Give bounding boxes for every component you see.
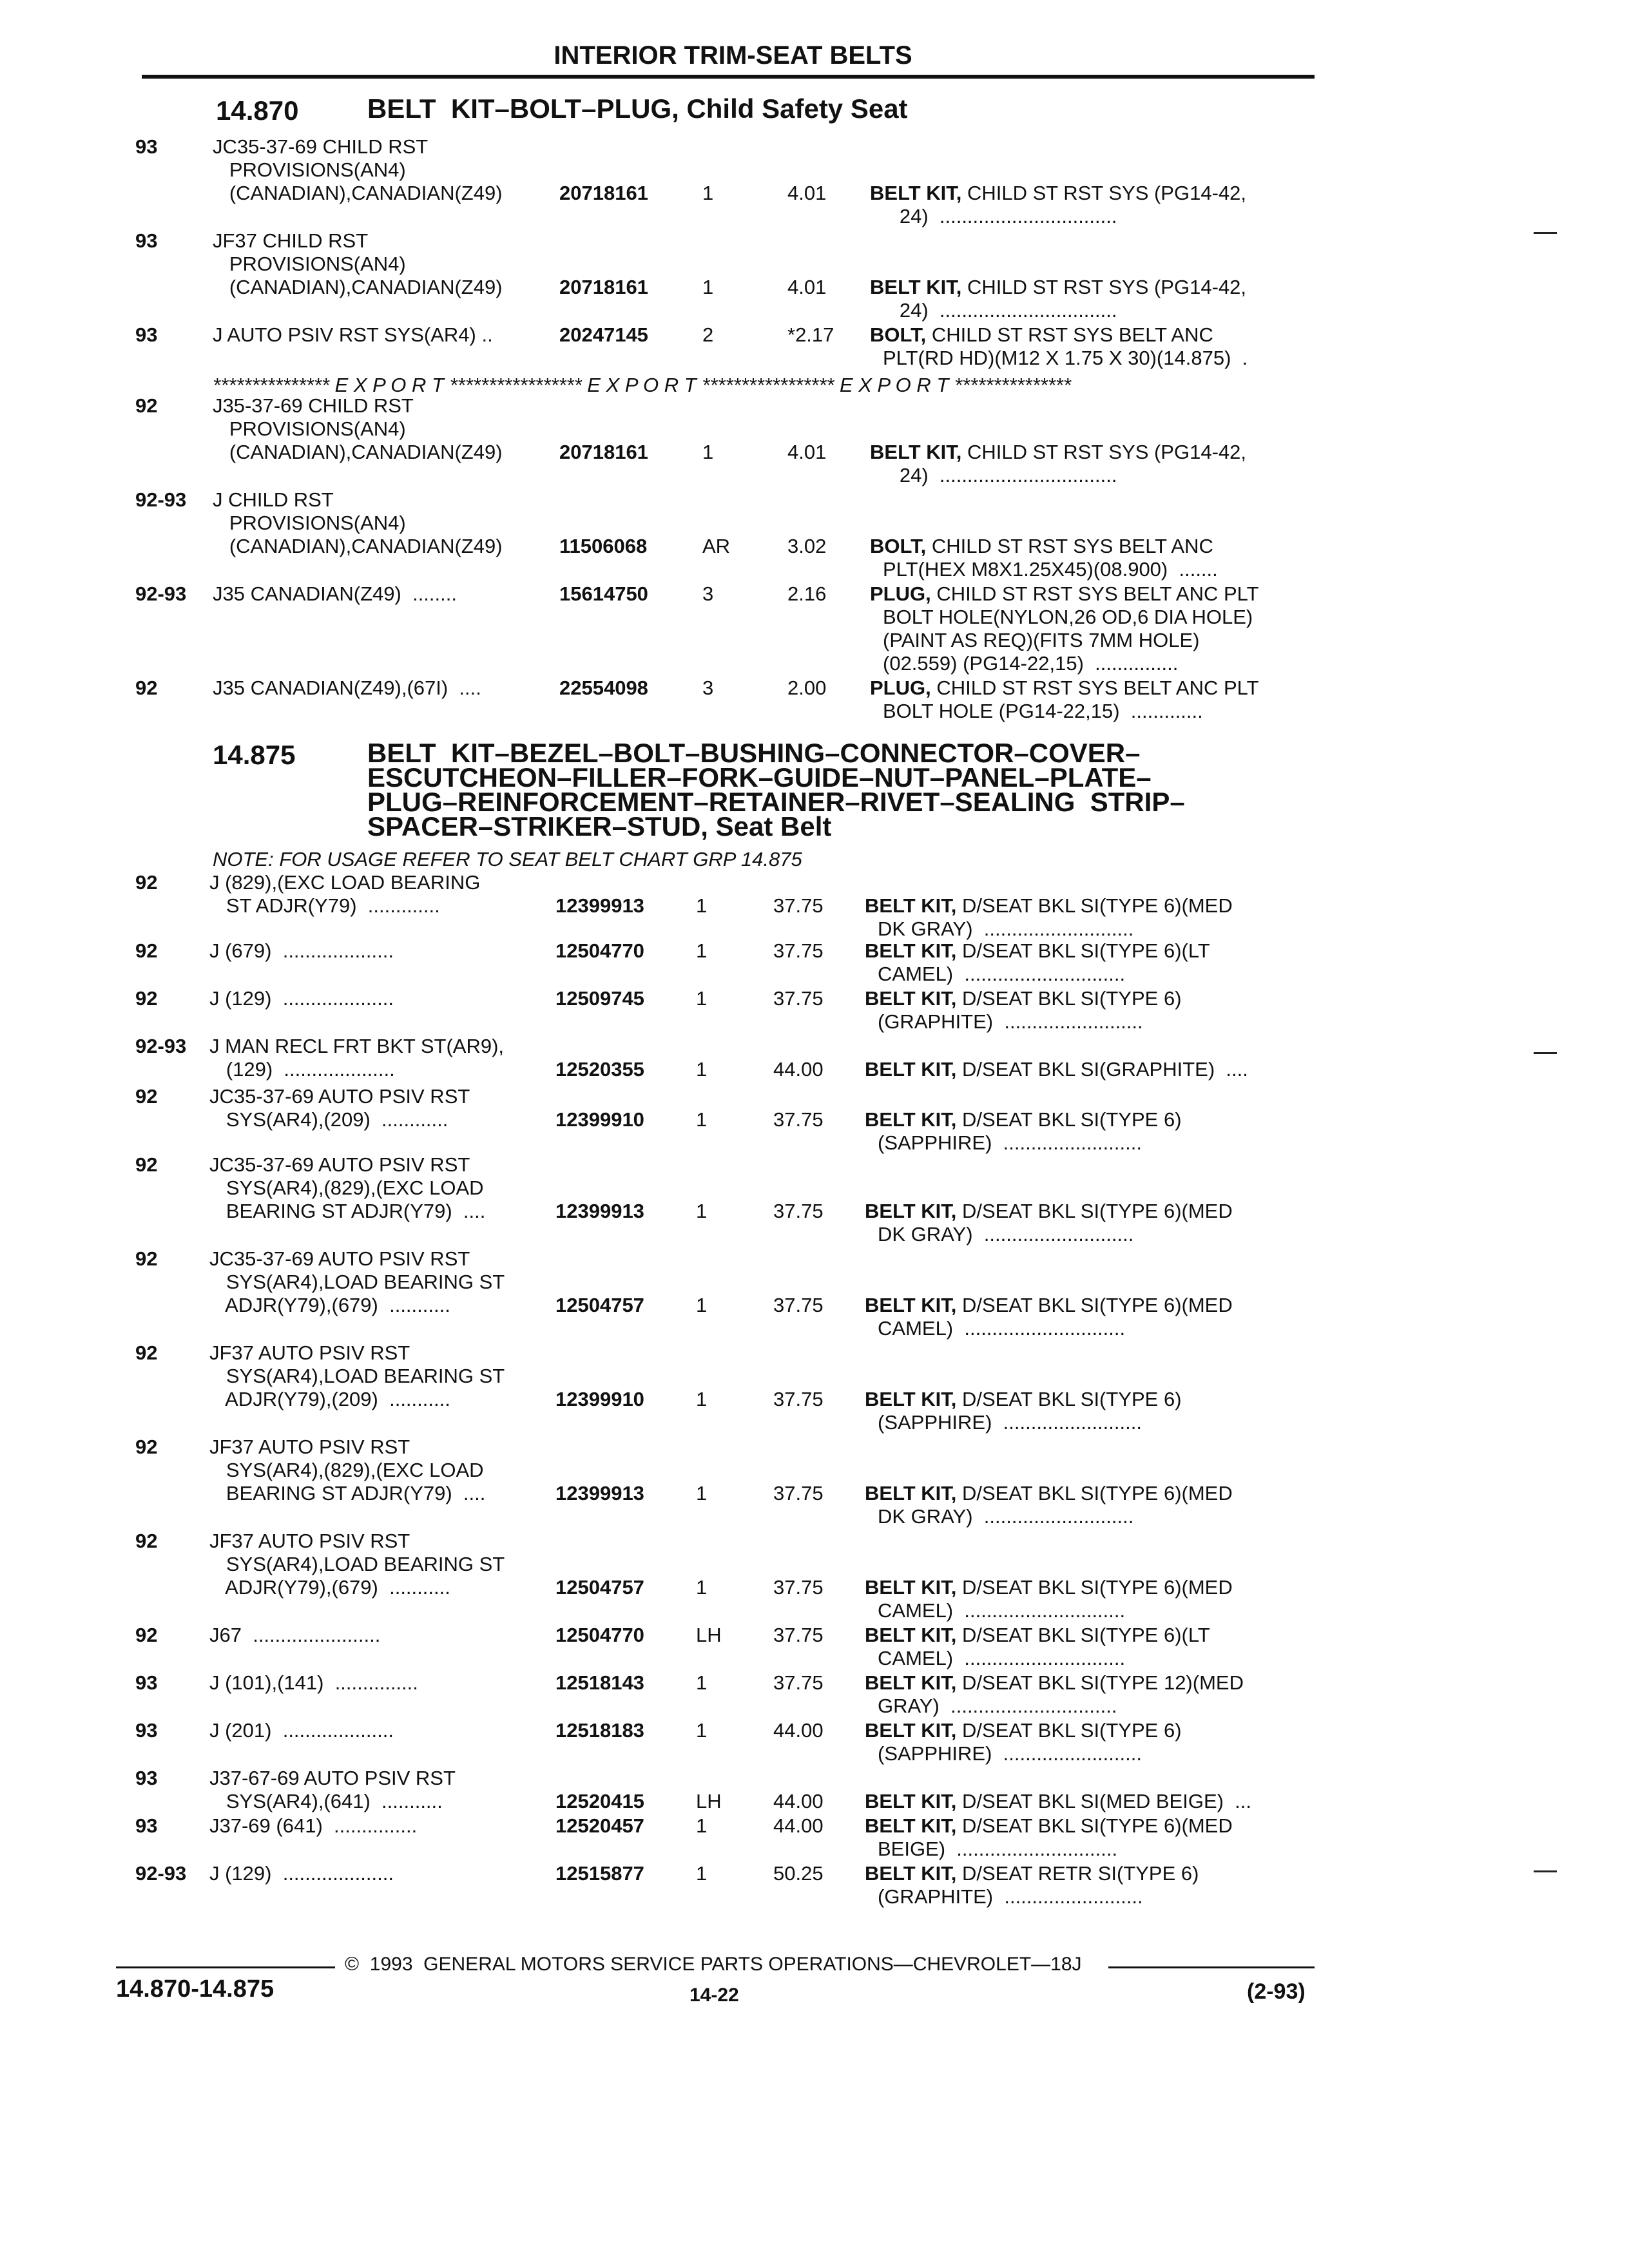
usage-line: JF37 AUTO PSIV RST — [209, 1436, 410, 1458]
usage-line: SYS(AR4),LOAD BEARING ST — [209, 1553, 505, 1575]
part-description: BELT KIT, D/SEAT BKL SI(TYPE 6) — [865, 1108, 1182, 1131]
price: 37.75 — [773, 1482, 824, 1504]
price: 37.75 — [773, 939, 824, 962]
price: 37.75 — [773, 1108, 824, 1131]
usage-line: J35-37-69 CHILD RST — [213, 394, 414, 417]
usage-line: PROVISIONS(AN4) — [213, 512, 406, 534]
price: 37.75 — [773, 1576, 824, 1599]
description-prefix: BOLT, — [870, 323, 927, 346]
part-description: (SAPPHIRE) ......................... — [878, 1131, 1142, 1154]
part-description: BELT KIT, D/SEAT BKL SI(TYPE 12)(MED — [865, 1671, 1244, 1694]
part-description: BOLT HOLE(NYLON,26 OD,6 DIA HOLE) — [883, 606, 1253, 628]
quantity: 1 — [702, 276, 714, 298]
quantity: 1 — [702, 182, 714, 204]
usage-line: J CHILD RST — [213, 488, 334, 511]
model-year: 92 — [135, 1436, 158, 1458]
description-prefix: BELT KIT, — [865, 1671, 957, 1694]
usage-line: J (129) .................... — [209, 987, 394, 1010]
usage-line: J67 ....................... — [209, 1624, 381, 1646]
usage-line: SYS(AR4),(641) ........... — [209, 1790, 443, 1812]
part-description: CAMEL) ............................. — [878, 1599, 1126, 1622]
usage-line: (CANADIAN),CANADIAN(Z49) — [213, 182, 503, 204]
part-description: BELT KIT, D/SEAT BKL SI(TYPE 6)(LT — [865, 939, 1210, 962]
usage-line: PROVISIONS(AN4) — [213, 418, 406, 440]
part-description: BELT KIT, D/SEAT BKL SI(TYPE 6) — [865, 1719, 1182, 1742]
usage-line: J35 CANADIAN(Z49),(67I) .... — [213, 677, 481, 699]
model-year: 92-93 — [135, 1862, 187, 1885]
usage-line: PROVISIONS(AN4) — [213, 159, 406, 181]
model-year: 93 — [135, 1671, 158, 1694]
model-year: 92 — [135, 677, 158, 699]
part-description: BOLT HOLE (PG14-22,15) ............. — [883, 700, 1203, 722]
usage-line: J37-67-69 AUTO PSIV RST — [209, 1767, 456, 1789]
description-prefix: BELT KIT, — [865, 1388, 957, 1410]
quantity: 1 — [696, 1200, 708, 1222]
description-prefix: BELT KIT, — [865, 1200, 957, 1222]
model-year: 92-93 — [135, 582, 187, 605]
part-number: 12399913 — [555, 1482, 644, 1504]
usage-line: JC35-37-69 CHILD RST — [213, 135, 429, 158]
part-description: (SAPPHIRE) ......................... — [878, 1411, 1142, 1434]
model-year: 93 — [135, 229, 158, 252]
usage-note: NOTE: FOR USAGE REFER TO SEAT BELT CHART GRP 14.875 — [213, 848, 802, 870]
usage-line: J35 CANADIAN(Z49) ........ — [213, 582, 457, 605]
model-year: 93 — [135, 1767, 158, 1789]
price: 44.00 — [773, 1719, 824, 1742]
model-year: 92 — [135, 987, 158, 1010]
quantity: 1 — [696, 1388, 708, 1410]
model-year: 92 — [135, 394, 158, 417]
usage-line: J AUTO PSIV RST SYS(AR4) .. — [213, 323, 493, 346]
footer-section-range: 14.870-14.875 — [116, 1975, 275, 2003]
description-prefix: BELT KIT, — [865, 1058, 957, 1081]
price: 44.00 — [773, 1814, 824, 1837]
quantity: LH — [696, 1624, 722, 1646]
usage-line: J (129) .................... — [209, 1862, 394, 1885]
usage-line: ST ADJR(Y79) ............. — [209, 894, 440, 917]
part-description: BELT KIT, CHILD ST RST SYS (PG14-42, — [870, 182, 1246, 204]
part-description: BELT KIT, D/SEAT BKL SI(TYPE 6) — [865, 1388, 1182, 1410]
description-prefix: BELT KIT, — [865, 894, 957, 917]
usage-line: ADJR(Y79),(679) ........... — [209, 1294, 450, 1316]
part-description: BELT KIT, D/SEAT BKL SI(TYPE 6) — [865, 987, 1182, 1010]
usage-line: (CANADIAN),CANADIAN(Z49) — [213, 535, 503, 557]
price: 44.00 — [773, 1790, 824, 1812]
price: 37.75 — [773, 1624, 824, 1646]
part-description: PLT(HEX M8X1.25X45)(08.900) ....... — [883, 558, 1218, 581]
quantity: 1 — [696, 1482, 708, 1504]
part-description: DK GRAY) ........................... — [878, 1223, 1134, 1245]
price: 37.75 — [773, 1200, 824, 1222]
model-year: 92 — [135, 1341, 158, 1364]
part-number: 12520415 — [555, 1790, 644, 1812]
part-description: DK GRAY) ........................... — [878, 1505, 1134, 1528]
section-number: 14.875 — [213, 740, 296, 770]
quantity: 1 — [696, 987, 708, 1010]
usage-line: JF37 AUTO PSIV RST — [209, 1530, 410, 1552]
part-number: 12518143 — [555, 1671, 644, 1694]
description-prefix: BELT KIT, — [865, 1576, 957, 1599]
usage-line: JF37 CHILD RST — [213, 229, 369, 252]
usage-line: J (679) .................... — [209, 939, 394, 962]
usage-line: J MAN RECL FRT BKT ST(AR9), — [209, 1035, 505, 1057]
usage-line: SYS(AR4),(209) ............ — [209, 1108, 448, 1131]
price: 44.00 — [773, 1058, 824, 1081]
quantity: 3 — [702, 677, 714, 699]
quantity: 1 — [696, 939, 708, 962]
part-description: BELT KIT, D/SEAT BKL SI(TYPE 6)(MED — [865, 1576, 1233, 1599]
price: 4.01 — [787, 182, 827, 204]
model-year: 93 — [135, 1814, 158, 1837]
description-prefix: BOLT, — [870, 535, 927, 557]
part-description: (GRAPHITE) ......................... — [878, 1885, 1143, 1908]
model-year: 92-93 — [135, 1035, 187, 1057]
description-prefix: PLUG, — [870, 677, 931, 699]
footer-rule — [116, 1966, 335, 1968]
usage-line: J37-69 (641) ............... — [209, 1814, 418, 1837]
part-description: BEIGE) ............................. — [878, 1838, 1118, 1860]
model-year: 92 — [135, 1530, 158, 1552]
part-description: CAMEL) ............................. — [878, 1317, 1126, 1340]
part-number: 20247145 — [559, 323, 648, 346]
part-number: 12509745 — [555, 987, 644, 1010]
quantity: 1 — [696, 1576, 708, 1599]
price: 2.16 — [787, 582, 827, 605]
part-description: BELT KIT, D/SEAT BKL SI(TYPE 6)(MED — [865, 894, 1233, 917]
part-description: CAMEL) ............................. — [878, 963, 1126, 985]
part-description: PLUG, CHILD ST RST SYS BELT ANC PLT — [870, 582, 1259, 605]
part-number: 12399913 — [555, 1200, 644, 1222]
section-title: SPACER–STRIKER–STUD, Seat Belt — [367, 811, 832, 841]
part-description: BELT KIT, D/SEAT BKL SI(GRAPHITE) .... — [865, 1058, 1248, 1081]
part-description: CAMEL) ............................. — [878, 1647, 1126, 1669]
quantity: 3 — [702, 582, 714, 605]
part-number: 12520457 — [555, 1814, 644, 1837]
export-banner: *************** E X P O R T ***************** E X P O R T ***************** E X P O R T *************** — [213, 374, 1071, 396]
model-year: 92 — [135, 939, 158, 962]
part-number: 20718161 — [559, 182, 648, 204]
quantity: 1 — [696, 1814, 708, 1837]
usage-line: BEARING ST ADJR(Y79) .... — [209, 1482, 486, 1504]
price: 37.75 — [773, 894, 824, 917]
quantity: 1 — [696, 1294, 708, 1316]
description-prefix: BELT KIT, — [865, 987, 957, 1010]
footer-rule — [1108, 1966, 1315, 1968]
description-prefix: BELT KIT, — [865, 1294, 957, 1316]
price: 4.01 — [787, 276, 827, 298]
quantity: 1 — [696, 1719, 708, 1742]
usage-line: JF37 AUTO PSIV RST — [209, 1341, 410, 1364]
price: 37.75 — [773, 1388, 824, 1410]
description-prefix: PLUG, — [870, 582, 931, 605]
usage-line: ADJR(Y79),(679) ........... — [209, 1576, 450, 1599]
description-prefix: BELT KIT, — [865, 1108, 957, 1131]
price: 4.01 — [787, 441, 827, 463]
usage-line: J (201) .................... — [209, 1719, 394, 1742]
description-prefix: BELT KIT, — [865, 1482, 957, 1504]
part-description: BOLT, CHILD ST RST SYS BELT ANC — [870, 535, 1213, 557]
part-description: BOLT, CHILD ST RST SYS BELT ANC — [870, 323, 1213, 346]
usage-line: J (829),(EXC LOAD BEARING — [209, 871, 481, 894]
quantity: 1 — [696, 1108, 708, 1131]
model-year: 93 — [135, 1719, 158, 1742]
model-year: 93 — [135, 135, 158, 158]
part-description: BELT KIT, D/SEAT BKL SI(TYPE 6)(MED — [865, 1200, 1233, 1222]
part-description: BELT KIT, D/SEAT BKL SI(TYPE 6)(MED — [865, 1294, 1233, 1316]
model-year: 92 — [135, 1624, 158, 1646]
usage-line: JC35-37-69 AUTO PSIV RST — [209, 1247, 470, 1270]
usage-line: (CANADIAN),CANADIAN(Z49) — [213, 441, 503, 463]
price: 37.75 — [773, 987, 824, 1010]
quantity: 1 — [696, 894, 708, 917]
part-description: 24) ................................ — [883, 299, 1117, 322]
part-description: PLT(RD HD)(M12 X 1.75 X 30)(14.875) . — [883, 347, 1248, 369]
part-number: 12504757 — [555, 1576, 644, 1599]
part-description: BELT KIT, CHILD ST RST SYS (PG14-42, — [870, 441, 1246, 463]
part-description: BELT KIT, CHILD ST RST SYS (PG14-42, — [870, 276, 1246, 298]
part-description: BELT KIT, D/SEAT BKL SI(TYPE 6)(MED — [865, 1814, 1233, 1837]
usage-line: SYS(AR4),LOAD BEARING ST — [209, 1365, 505, 1387]
part-description: 24) ................................ — [883, 205, 1117, 227]
part-description: BELT KIT, D/SEAT RETR SI(TYPE 6) — [865, 1862, 1199, 1885]
part-number: 12504757 — [555, 1294, 644, 1316]
part-description: BELT KIT, D/SEAT BKL SI(TYPE 6)(LT — [865, 1624, 1210, 1646]
usage-line: (CANADIAN),CANADIAN(Z49) — [213, 276, 503, 298]
usage-line: SYS(AR4),LOAD BEARING ST — [209, 1271, 505, 1293]
quantity: 2 — [702, 323, 714, 346]
part-number: 12399913 — [555, 894, 644, 917]
price: 50.25 — [773, 1862, 824, 1885]
title-rule — [142, 75, 1315, 79]
section-title: ESCUTCHEON–FILLER–FORK–GUIDE–NUT–PANEL–PLATE– — [367, 762, 1152, 793]
description-prefix: BELT KIT, — [865, 1624, 957, 1646]
description-prefix: BELT KIT, — [865, 1790, 957, 1812]
usage-line: PROVISIONS(AN4) — [213, 253, 406, 275]
description-prefix: BELT KIT, — [865, 1719, 957, 1742]
part-number: 12399910 — [555, 1108, 644, 1131]
section-title: BELT KIT–BOLT–PLUG, Child Safety Seat — [367, 93, 908, 124]
footer-date: (2-93) — [1247, 1979, 1306, 2004]
footer-copyright: © 1993 GENERAL MOTORS SERVICE PARTS OPERATIONS—CHEVROLET—18J — [345, 1954, 1082, 1975]
description-prefix: BELT KIT, — [865, 939, 957, 962]
margin-mark — [1534, 1870, 1557, 1872]
part-number: 20718161 — [559, 441, 648, 463]
description-prefix: BELT KIT, — [865, 1814, 957, 1837]
model-year: 92 — [135, 1153, 158, 1176]
section-number: 14.870 — [216, 95, 299, 126]
usage-line: ADJR(Y79),(209) ........... — [209, 1388, 450, 1410]
quantity: LH — [696, 1790, 722, 1812]
part-number: 12504770 — [555, 1624, 644, 1646]
part-description: (SAPPHIRE) ......................... — [878, 1742, 1142, 1765]
price: 2.00 — [787, 677, 827, 699]
part-number: 12504770 — [555, 939, 644, 962]
part-description: GRAY) .............................. — [878, 1695, 1117, 1717]
margin-mark — [1534, 1052, 1557, 1054]
quantity: AR — [702, 535, 731, 557]
usage-line: (129) .................... — [209, 1058, 395, 1081]
price: 37.75 — [773, 1294, 824, 1316]
usage-line: SYS(AR4),(829),(EXC LOAD — [209, 1459, 484, 1481]
section-title: PLUG–REINFORCEMENT–RETAINER–RIVET–SEALING STRIP– — [367, 787, 1185, 817]
price: *2.17 — [787, 323, 834, 346]
price: 37.75 — [773, 1671, 824, 1694]
part-number: 20718161 — [559, 276, 648, 298]
model-year: 93 — [135, 323, 158, 346]
usage-line: BEARING ST ADJR(Y79) .... — [209, 1200, 486, 1222]
page-title: INTERIOR TRIM-SEAT BELTS — [554, 41, 912, 70]
part-number: 22554098 — [559, 677, 648, 699]
part-description: BELT KIT, D/SEAT BKL SI(TYPE 6)(MED — [865, 1482, 1233, 1504]
margin-mark — [1534, 232, 1557, 234]
part-description: BELT KIT, D/SEAT BKL SI(MED BEIGE) ... — [865, 1790, 1252, 1812]
usage-line: JC35-37-69 AUTO PSIV RST — [209, 1153, 470, 1176]
quantity: 1 — [696, 1862, 708, 1885]
usage-line: SYS(AR4),(829),(EXC LOAD — [209, 1177, 484, 1199]
price: 3.02 — [787, 535, 827, 557]
part-number: 15614750 — [559, 582, 648, 605]
part-number: 12518183 — [555, 1719, 644, 1742]
description-prefix: BELT KIT, — [870, 182, 962, 204]
model-year: 92 — [135, 871, 158, 894]
model-year: 92 — [135, 1247, 158, 1270]
quantity: 1 — [696, 1058, 708, 1081]
part-number: 12399910 — [555, 1388, 644, 1410]
part-description: (02.559) (PG14-22,15) ............... — [883, 652, 1179, 675]
model-year: 92 — [135, 1085, 158, 1108]
part-description: DK GRAY) ........................... — [878, 918, 1134, 940]
part-description: (GRAPHITE) ......................... — [878, 1010, 1143, 1033]
description-prefix: BELT KIT, — [870, 276, 962, 298]
description-prefix: BELT KIT, — [865, 1862, 957, 1885]
part-description: (PAINT AS REQ)(FITS 7MM HOLE) — [883, 629, 1200, 651]
section-title: BELT KIT–BEZEL–BOLT–BUSHING–CONNECTOR–COVER– — [367, 738, 1141, 768]
part-number: 12515877 — [555, 1862, 644, 1885]
footer-page-number: 14-22 — [689, 1984, 739, 2006]
part-number: 12520355 — [555, 1058, 644, 1081]
description-prefix: BELT KIT, — [870, 441, 962, 463]
model-year: 92-93 — [135, 488, 187, 511]
quantity: 1 — [702, 441, 714, 463]
quantity: 1 — [696, 1671, 708, 1694]
usage-line: J (101),(141) ............... — [209, 1671, 418, 1694]
part-number: 11506068 — [559, 535, 648, 557]
part-description: PLUG, CHILD ST RST SYS BELT ANC PLT — [870, 677, 1259, 699]
usage-line: JC35-37-69 AUTO PSIV RST — [209, 1085, 470, 1108]
part-description: 24) ................................ — [883, 464, 1117, 486]
